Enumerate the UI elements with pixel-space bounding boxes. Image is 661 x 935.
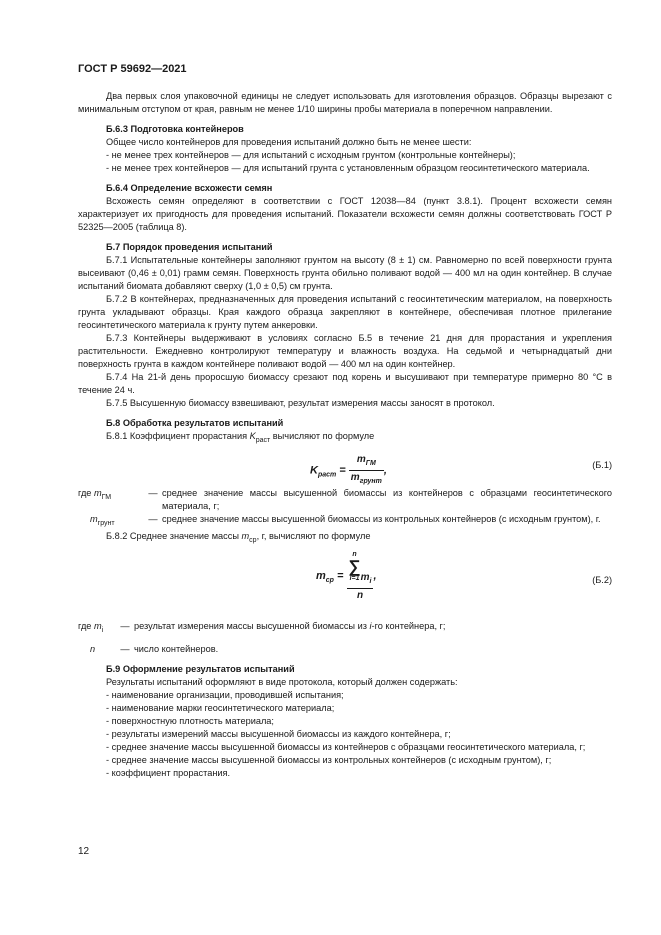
document-header: ГОСТ Р 59692—2021 <box>78 63 187 75</box>
b9-item: - коэффициент прорастания. <box>106 768 231 779</box>
b63-item-2: - не менее трех контейнеров — для испытаний грунта с установленным образцом геосинтетического материала. <box>106 163 590 173</box>
formula-b2 <box>78 546 612 620</box>
b9-text: Результаты испытаний оформляют в виде протокола, который должен содержать: <box>106 677 458 688</box>
b7-p3: Б.7.3 Контейнеры выдерживают в условиях согласно Б.5 в течение 21 дня для прорастания и укрепления растительности. Ежедневно контролируют температуру и влажность воздуха. На седьмой и четырнадцатый дни поверхность грунта в каждом контейнере поливают водой — 400 мл на один контейнер. <box>78 333 612 369</box>
formula-b1-number: (Б.1) <box>592 459 612 470</box>
formula-b1-fraction: $\frac{m_{ГМ}}{m_{грунт}}$ <box>350 453 382 485</box>
where-m-gm: где $m_{ГМ}$ — среднее значение массы высушенной биомассы из контейнеров с образцами геосинтетического материала, г; <box>78 487 612 511</box>
b8-p1: Б.8.1 Коэффициент прорастания $K_{раст}$ вычисляют по формуле <box>106 431 375 444</box>
b63-text: Общее число контейнеров для проведения испытаний должно быть не менее шести: <box>106 137 472 147</box>
b9-item: - наименование организации, проводившей испытания; <box>106 690 344 701</box>
heading-b7: Б.7 Порядок проведения испытаний <box>106 242 273 252</box>
sum-symbol: n ∑ i=1 <box>348 551 361 583</box>
b64-text: Всхожесть семян определяют в соответствии с ГОСТ 12038—84 (пункт 3.8.1). Процент всхожести семян характеризует их пригодность для проведения испытаний. Показатели всхожести семян должны соответствовать ГОСТ Р 52325—2005 (таблица 8). <box>78 196 612 232</box>
b63-item-1: - не менее трех контейнеров — для испытаний с исходным грунтом (контрольные контейнеры); <box>106 150 516 160</box>
b9-item: - результаты измерений массы высушенной биомассы из каждого контейнера, г; <box>106 729 451 740</box>
intro-paragraph: Два первых слоя упаковочной единицы не следует использовать для изготовления образцов. Образцы вырезают с минимальным отступом от края, равным не менее 1/10 ширины пробы материала в поперечном направлении. <box>78 91 612 114</box>
heading-b8: Б.8 Обработка результатов испытаний <box>106 418 284 428</box>
b9-item: - наименование марки геосинтетического материала; <box>106 703 335 714</box>
page-number: 12 <box>78 846 90 857</box>
b7-p4: Б.7.4 На 21-й день проросшую биомассу срезают под корень и высушивают при температуре примерно 80 °С в течение 24 ч. <box>78 372 612 395</box>
where-m-i: где $m_i$ — результат измерения массы высушенной биомассы из i-го контейнера, г; <box>78 621 446 635</box>
b9-item: - среднее значение массы высушенной биомассы из контрольных контейнеров (с исходным грунтом), г; <box>106 755 552 766</box>
formula-b1-expression: $K_{раст}$ = $\frac{m_{ГМ}}{m_{грунт}}$ , <box>310 453 387 488</box>
formula-b2-fraction: n ∑ i=1 $m_i$ n <box>348 551 372 602</box>
heading-b63: Б.6.3 Подготовка контейнеров <box>106 124 244 134</box>
formula-b2-number: (Б.2) <box>592 575 612 586</box>
heading-b9: Б.9 Оформление результатов испытаний <box>106 664 295 675</box>
formula-b2-expression: $m_{ср}$ = n ∑ i=1 $m_i$ n , <box>316 551 377 602</box>
b8-p2: Б.8.2 Среднее значение массы $m_{ср}$, г, вычисляют по формуле <box>106 530 371 544</box>
b7-p5: Б.7.5 Высушенную биомассу взвешивают, результат измерения массы заносят в протокол. <box>106 398 495 408</box>
formula-b1 <box>78 447 612 487</box>
where-n: n — число контейнеров. <box>90 644 219 655</box>
b9-item: - поверхностную плотность материала; <box>106 716 274 727</box>
b9-item: - среднее значение массы высушенной биомассы из контейнеров с образцами геосинтетического материала, г; <box>106 742 586 753</box>
document-body <box>78 90 612 780</box>
where-m-grunt: $m_{грунт}$ — среднее значение массы высушенной биомассы из контрольных контейнеров (с исходным грунтом), г. <box>90 513 601 527</box>
b7-p2: Б.7.2 В контейнерах, предназначенных для проведения испытаний с геосинтетическим материалом, на поверхность грунта укладывают образцы. Края каждого образца закрепляют в контейнере, обеспечивая плотное прилегание геосинтетического материала к грунту путем анкеровки. <box>78 294 612 330</box>
heading-b64: Б.6.4 Определение всхожести семян <box>106 183 273 193</box>
b7-p1: Б.7.1 Испытательные контейнеры заполняют грунтом на высоту (8 ± 1) см. Равномерно по всей поверхности грунта высеивают (0,46 ± 0,01) грамм семян. Поверхность грунта обильно поливают водой — 400 мл на один контейнер. В случае испытаний биомата добавляют сверху (1,0 ± 0,5) см грунта. <box>78 255 612 291</box>
